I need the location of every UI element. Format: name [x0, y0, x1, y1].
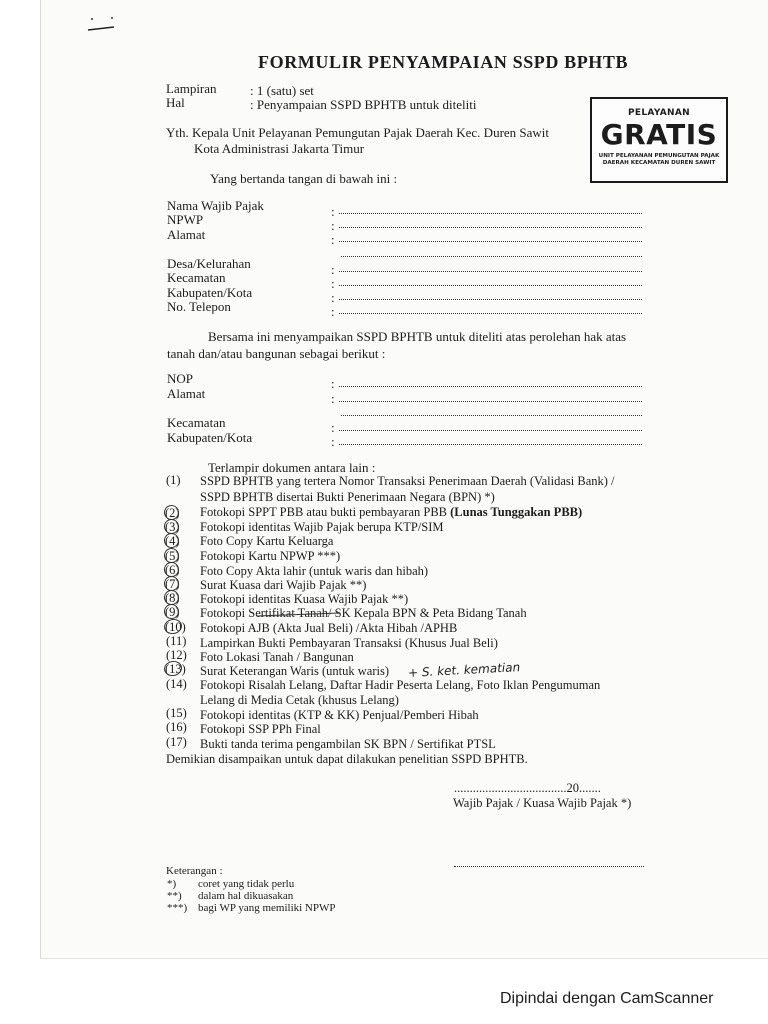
attachment-text	[200, 505, 582, 520]
attachment-text: Fotokopi SSP PPh Final	[200, 722, 321, 736]
addressee-line1: Yth. Kepala Unit Pelayanan Pemungutan Pajak Daerah Kec. Duren Sawit	[166, 125, 550, 140]
attachment-text: Fotokopi AJB (Akta Jual Beli) /Akta Hibah /APHB	[200, 621, 458, 635]
hal-label: Hal	[166, 95, 185, 110]
camscanner-watermark: Dipindai dengan CamScanner	[500, 990, 714, 1007]
attachment-number: (14)	[166, 677, 187, 691]
hal-value: : Penyampaian SSPD BPHTB untuk diteliti	[250, 97, 477, 112]
fill-line-alamat[interactable]	[339, 241, 642, 242]
attachment-text-bold: (Lunas Tunggakan PBB)	[450, 505, 583, 519]
attachment-text: Surat Kuasa dari Wajib Pajak **)	[200, 578, 367, 592]
lampiran-value: : 1 (satu) set	[250, 83, 314, 98]
colon: :	[331, 434, 335, 449]
corner-mark	[86, 14, 116, 34]
attachment-text: Fotokopi identitas (KTP & KK) Penjual/Pemberi Hibah	[200, 708, 479, 722]
note-mark: **)	[167, 890, 182, 902]
paragraph-line1: Bersama ini menyampaikan SSPD BPHTB untuk diteliti atas perolehan hak atas	[208, 329, 627, 344]
paragraph-line2: tanah dan/atau bangunan sebagai berikut :	[167, 346, 386, 361]
fill-line-kabupaten[interactable]	[339, 299, 642, 300]
attachment-text: Fotokopi Risalah Lelang, Daftar Hadir Peserta Lelang, Foto Iklan Pengumuman	[200, 678, 601, 692]
attachment-number: (3)	[165, 520, 180, 534]
attachment-text-main: Fotokopi SPPT PBB atau bukti pembayaran PBB	[200, 505, 448, 519]
fill-line-kecamatan[interactable]	[339, 285, 642, 286]
colon: :	[331, 262, 335, 277]
field-label-alamat-objek: Alamat	[167, 386, 206, 401]
fill-line-alamat-objek[interactable]	[339, 401, 642, 402]
attachment-number: (13)	[165, 662, 186, 676]
note-mark: ***)	[167, 902, 188, 914]
attachment-text: Foto Copy Kartu Keluarga	[200, 534, 334, 548]
attachment-text: Fotokopi identitas Kuasa Wajib Pajak **)	[200, 592, 409, 606]
attachment-text: Surat Keterangan Waris (untuk waris)	[200, 664, 389, 678]
field-label-nama: Nama Wajib Pajak	[167, 198, 264, 213]
attachment-number: (16)	[166, 720, 187, 734]
notes-title: Keterangan :	[166, 865, 223, 877]
attachment-number: (5)	[165, 549, 180, 563]
attachment-number: (17)	[166, 735, 187, 749]
fill-line-kelurahan[interactable]	[339, 271, 642, 272]
attachment-text: Lampirkan Bukti Pembayaran Transaksi (Khusus Jual Beli)	[200, 636, 498, 650]
field-label-nop: NOP	[167, 371, 194, 386]
colon: :	[331, 290, 335, 305]
fill-line-kecamatan-objek[interactable]	[339, 430, 642, 431]
field-label-kecamatan: Kecamatan	[167, 270, 226, 285]
note-text: dalam hal dikuasakan	[198, 890, 294, 902]
attachment-text: Bukti tanda terima pengambilan SK BPN / Sertifikat PTSL	[200, 737, 496, 751]
signature-line[interactable]	[454, 866, 644, 867]
form-title: FORMULIR PENYAMPAIAN SSPD BPHTB	[258, 52, 629, 72]
attachment-number: (4)	[165, 534, 180, 548]
signer-label: Wajib Pajak / Kuasa Wajib Pajak *)	[453, 796, 632, 810]
attachment-text: Fotokopi Kartu NPWP ***)	[200, 549, 341, 563]
fill-line-npwp[interactable]	[339, 227, 642, 228]
fill-line-alamat-objek-2[interactable]	[341, 415, 642, 416]
colon: :	[331, 420, 335, 435]
stamp-line2: GRATIS	[600, 118, 718, 151]
attachment-number: (6)	[165, 563, 180, 577]
colon: :	[331, 304, 335, 319]
colon: :	[331, 232, 335, 247]
attachment-number: (2)	[165, 506, 180, 520]
stamp-line3: UNIT PELAYANAN PEMUNGUTAN PAJAK	[598, 153, 720, 159]
colon: :	[331, 391, 335, 406]
attachment-number: (8)	[165, 591, 180, 605]
attachment-number: (1)	[166, 473, 181, 487]
attach-intro: Terlampir dokumen antara lain :	[208, 460, 376, 475]
closing-text: Demikian disampaikan untuk dapat dilakukan penelitian SSPD BPHTB.	[166, 752, 528, 766]
attachment-text: Fotokopi Sertifikat Tanah/ SK Kepala BPN & Peta Bidang Tanah	[200, 606, 527, 620]
attachment-text: Fotokopi identitas Wajib Pajak berupa KTP/SIM	[200, 520, 444, 534]
stamp-line4: DAERAH KECAMATAN DUREN SAWIT	[602, 160, 716, 166]
colon: :	[331, 204, 335, 219]
attachment-number: (7)	[165, 577, 180, 591]
attachment-text: Lelang di Media Cetak (khusus Lelang)	[200, 693, 399, 707]
fill-line-nop[interactable]	[339, 386, 642, 387]
addressee-line2: Kota Administrasi Jakarta Timur	[194, 141, 365, 156]
fill-line-alamat-2[interactable]	[341, 256, 642, 257]
field-label-kecamatan-objek: Kecamatan	[167, 415, 226, 430]
fill-line-nama[interactable]	[339, 213, 642, 214]
field-label-alamat: Alamat	[167, 227, 206, 242]
colon: :	[331, 376, 335, 391]
field-label-telepon: No. Telepon	[167, 299, 231, 314]
attachment-text: SSPD BPHTB yang tertera Nomor Transaksi Penerimaan Daerah (Validasi Bank) /	[200, 474, 615, 488]
colon: :	[331, 218, 335, 233]
fill-line-telepon[interactable]	[339, 313, 642, 314]
attachment-text: Foto Lokasi Tanah / Bangunan	[200, 650, 354, 664]
field-label-kabupaten-objek: Kabupaten/Kota	[167, 430, 253, 445]
lampiran-label: Lampiran	[166, 81, 217, 96]
attachment-number: (12)	[166, 648, 187, 662]
attachment-number: (9)	[165, 605, 180, 619]
note-text: bagi WP yang memiliki NPWP	[198, 902, 336, 914]
attachment-number: (10)	[165, 620, 186, 634]
attachment-text: Foto Copy Akta lahir (untuk waris dan hibah)	[200, 564, 429, 578]
date-line: ....................................20.......	[454, 781, 601, 795]
attachment-number: (15)	[166, 706, 187, 720]
field-label-npwp: NPWP	[167, 212, 204, 227]
note-mark: *)	[167, 878, 177, 890]
handwritten-note: + S. ket. kematian	[407, 660, 521, 680]
field-label-kelurahan: Desa/Kelurahan	[167, 256, 251, 271]
attachment-number: (11)	[166, 634, 187, 648]
note-text: coret yang tidak perlu	[198, 878, 295, 890]
attachment-text: SSPD BPHTB disertai Bukti Penerimaan Negara (BPN) *)	[200, 490, 495, 504]
fill-line-kabupaten-objek[interactable]	[339, 444, 642, 445]
field-label-kabupaten: Kabupaten/Kota	[167, 285, 253, 300]
intro-text: Yang bertanda tangan di bawah ini :	[210, 171, 398, 186]
stamp-line1: PELAYANAN	[628, 108, 690, 118]
colon: :	[331, 276, 335, 291]
gratis-stamp	[590, 97, 728, 183]
